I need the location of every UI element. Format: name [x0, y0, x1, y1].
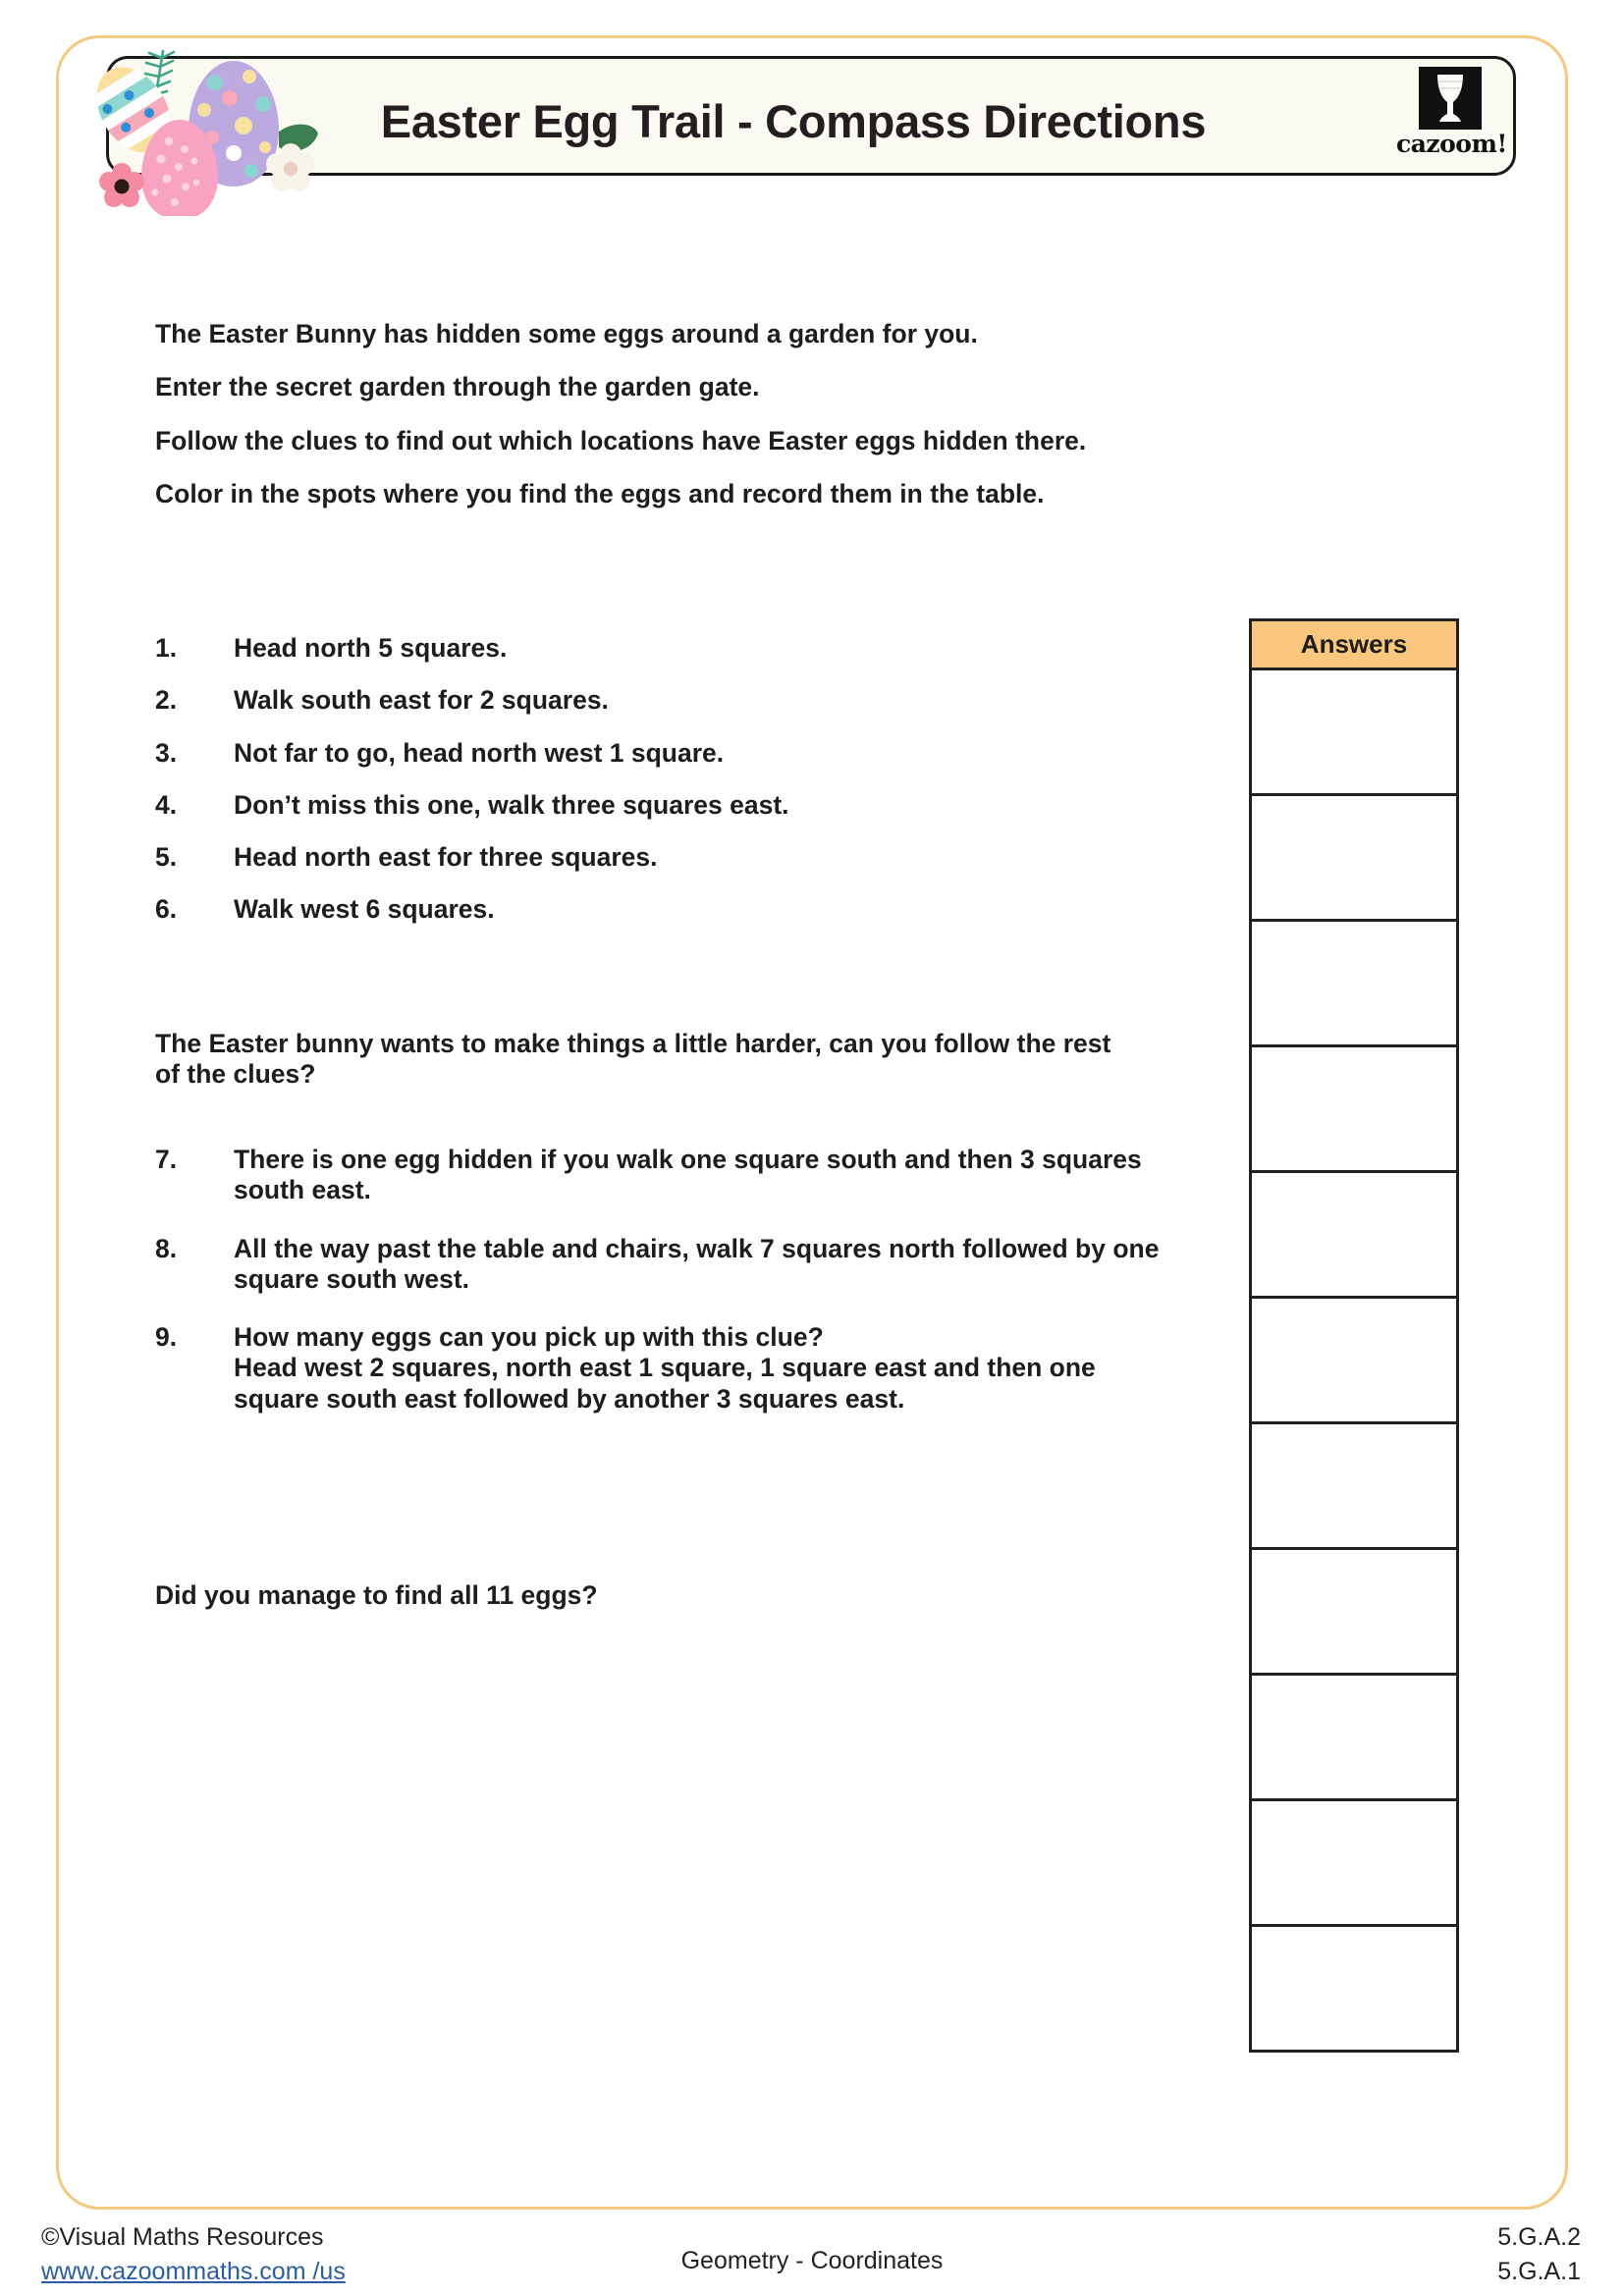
- answers-row: [1251, 1298, 1458, 1423]
- copyright-text: ©Visual Maths Resources: [41, 2223, 324, 2251]
- clue-number: 6.: [155, 894, 178, 925]
- answers-row: [1251, 921, 1458, 1046]
- clue-text: Walk south east for 2 squares.: [234, 685, 609, 716]
- answers-row: [1251, 1926, 1458, 2052]
- clue-number: 9.: [155, 1322, 178, 1353]
- answers-row: [1251, 795, 1458, 921]
- clue-number: 2.: [155, 685, 178, 716]
- cazoom-logo: [1396, 67, 1507, 165]
- mid-note: The Easter bunny wants to make things a little harder, can you follow the rest of the clues?: [155, 1029, 1111, 1090]
- clue-list-part2: [155, 1145, 1166, 1442]
- answers-row: [1251, 1549, 1458, 1675]
- clue-text: Head north east for three squares.: [234, 842, 658, 873]
- standard-code: 5.G.A.2: [1497, 2223, 1581, 2251]
- answer-cell[interactable]: [1251, 1675, 1458, 1800]
- footer-standards: [1497, 2220, 1581, 2288]
- clue-number: 5.: [155, 842, 178, 873]
- intro-line: Color in the spots where you find the eggs and record them in the table.: [155, 479, 1045, 509]
- clue-number: 8.: [155, 1233, 178, 1263]
- clue-number: 3.: [155, 737, 178, 768]
- cazoom-logo-mark: [1419, 67, 1482, 130]
- answer-cell[interactable]: [1251, 669, 1458, 795]
- clue-text: How many eggs can you pick up with this clue? Head west 2 squares, north east 1 square, 1 square east and then one square south east followed by another 3 squares east.: [234, 1322, 1096, 1414]
- goblet-icon: [1434, 73, 1467, 124]
- answer-cell[interactable]: [1251, 1046, 1458, 1172]
- clue-item: [155, 1322, 1166, 1415]
- answer-cell[interactable]: [1251, 1926, 1458, 2052]
- answers-row: [1251, 1800, 1458, 1926]
- standard-code: 5.G.A.1: [1497, 2257, 1581, 2285]
- clue-item: [155, 842, 1157, 873]
- answers-header-cell: Answers: [1251, 620, 1458, 669]
- clue-number: 1.: [155, 633, 178, 663]
- page-title: Easter Egg Trail - Compass Directions: [380, 95, 1207, 147]
- answers-row: [1251, 669, 1458, 795]
- clue-number: 7.: [155, 1145, 178, 1174]
- answers-row: [1251, 1423, 1458, 1549]
- clue-item: [155, 1234, 1166, 1296]
- answers-header-row: [1251, 620, 1458, 669]
- intro-block: [155, 319, 1314, 533]
- clue-number: 4.: [155, 789, 178, 820]
- answer-cell[interactable]: [1251, 795, 1458, 921]
- clue-item: [155, 1145, 1166, 1206]
- footer-topic: Geometry - Coordinates: [680, 2247, 944, 2274]
- clue-text: Walk west 6 squares.: [234, 894, 495, 925]
- clue-list-part1: [155, 633, 1157, 947]
- cazoom-logo-text: cazoom!: [1396, 130, 1507, 158]
- clue-text: All the way past the table and chairs, walk 7 squares north followed by one square south west.: [234, 1233, 1160, 1294]
- clue-item: [155, 633, 1157, 664]
- clue-item: [155, 894, 1157, 925]
- clue-item: [155, 685, 1157, 716]
- answer-cell[interactable]: [1251, 1800, 1458, 1926]
- answers-row: [1251, 1675, 1458, 1800]
- answers-row: [1251, 1172, 1458, 1298]
- website-link[interactable]: www.cazoommaths.com /us: [41, 2257, 346, 2285]
- intro-line: The Easter Bunny has hidden some eggs around a garden for you.: [155, 319, 978, 348]
- clue-text: Head north 5 squares.: [234, 633, 508, 663]
- answer-cell[interactable]: [1251, 1298, 1458, 1423]
- clue-text: Not far to go, head north west 1 square.: [234, 737, 725, 768]
- clue-item: [155, 738, 1157, 769]
- answers-row: [1251, 1046, 1458, 1172]
- clue-text: There is one egg hidden if you walk one square south and then 3 squares south east.: [234, 1145, 1142, 1205]
- answer-cell[interactable]: [1251, 1423, 1458, 1549]
- clue-text: Don’t miss this one, walk three squares east.: [234, 789, 789, 820]
- clue-item: [155, 790, 1157, 821]
- intro-line: Enter the secret garden through the garden gate.: [155, 372, 760, 402]
- closing-question: Did you manage to find all 11 eggs?: [155, 1580, 598, 1610]
- intro-line: Follow the clues to find out which locations have Easter eggs hidden there.: [155, 425, 1087, 455]
- answers-table: [1249, 618, 1459, 2053]
- answer-cell[interactable]: [1251, 921, 1458, 1046]
- answer-cell[interactable]: [1251, 1549, 1458, 1675]
- answers-body: [1251, 669, 1458, 2052]
- answer-cell[interactable]: [1251, 1172, 1458, 1298]
